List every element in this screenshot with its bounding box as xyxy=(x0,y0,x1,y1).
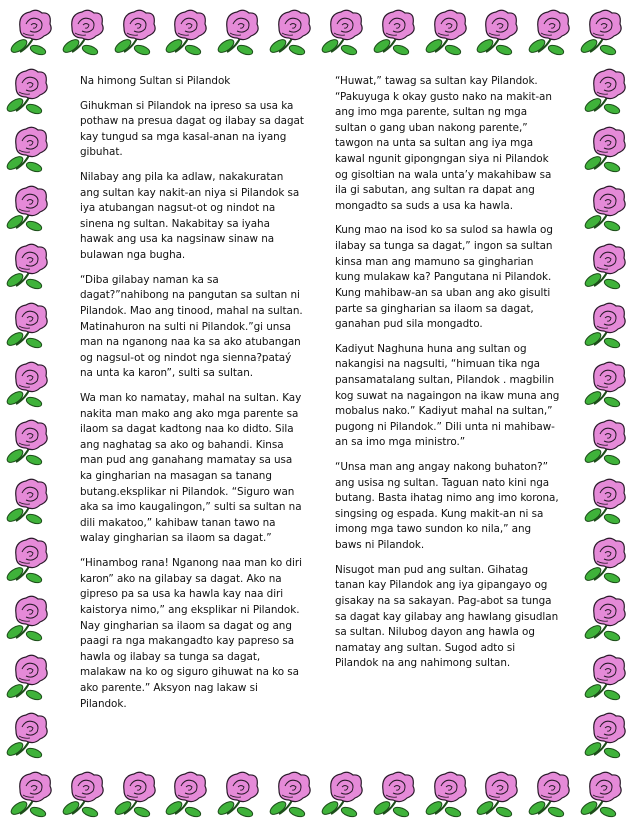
paragraph: Kadiyut Naghuna huna ang sultan og nakangisi na nagsulti, “himuan tika nga pansamatalang sultan, Pilandok . magbilin kog suwat na nagaingon na ikaw muna ang mobalus nako.” Kadiyut mahal na sultan,” pugong ni Pilandok.” Dili unta ni mahibaw-an sa imo mga ministro.” xyxy=(335,342,560,449)
pink-rose-icon xyxy=(112,6,164,58)
pink-rose-icon xyxy=(4,651,56,703)
pink-rose-icon xyxy=(4,416,56,468)
pink-rose-icon xyxy=(215,768,267,820)
paragraph: Nilabay ang pila ka adlaw, nakakuratan ang sultan kay nakit-an niya si Pilandok sa iya atubangan nagsut-ot og nindot na sinena ng sultan. Nakabitay sa iyaha hawak ang usa ka nagsinaw sinaw na bulawan nga bugha. xyxy=(80,171,300,262)
pink-rose-icon xyxy=(4,534,56,586)
paragraph: “Huwat,” tawag sa sultan kay Pilandok. “Pakuyuga k okay gusto nako na makit-an ang imo mga parente, sultan ng mga sultan o gang uban nakong parente,” tawgon na unta sa sultan ang iya mga kawal ngunit gipongngan siya ni Pilandok og gisoltian na wala unta’y makahibaw sa ila gi sabutan, ang sultan ra dapat ang mongadto sa suds a usa ka hawla. xyxy=(335,75,552,212)
pink-rose-icon xyxy=(578,768,630,820)
pink-rose-icon xyxy=(4,475,56,527)
pink-rose-icon xyxy=(4,592,56,644)
story-document xyxy=(80,74,560,754)
pink-rose-icon xyxy=(582,182,634,234)
left-column xyxy=(80,74,305,754)
pink-rose-icon xyxy=(4,240,56,292)
pink-rose-icon xyxy=(526,6,578,58)
pink-rose-icon xyxy=(4,299,56,351)
pink-rose-icon xyxy=(474,768,526,820)
pink-rose-icon xyxy=(582,475,634,527)
pink-rose-icon xyxy=(4,182,56,234)
story-title: Na himong Sultan si Pilandok xyxy=(80,75,231,87)
pink-rose-icon xyxy=(526,768,578,820)
pink-rose-icon xyxy=(582,592,634,644)
paragraph: “Unsa man ang angay nakong buhaton?” ang usisa ng sultan. Taguan nato kini nga butang. Basta ihatag nimo ang imo korona, singsing og espada. Kung makit-an ni sa imong mga tawo sundon ko nila,” ang baws ni Pilandok. xyxy=(335,461,559,552)
pink-rose-icon xyxy=(582,358,634,410)
pink-rose-icon xyxy=(112,768,164,820)
pink-rose-icon xyxy=(163,768,215,820)
pink-rose-icon xyxy=(60,6,112,58)
pink-rose-icon xyxy=(582,416,634,468)
paragraph: Gihukman si Pilandok na ipreso sa usa ka pothaw na presua dagat og ilabay sa dagat kay tungud sa mga kasal-anan na iyang gibuhat. xyxy=(80,99,304,159)
pink-rose-icon xyxy=(578,6,630,58)
pink-rose-icon xyxy=(4,65,56,117)
pink-rose-icon xyxy=(267,768,319,820)
pink-rose-icon xyxy=(582,651,634,703)
pink-rose-icon xyxy=(582,709,634,761)
pink-rose-icon xyxy=(474,6,526,58)
pink-rose-icon xyxy=(371,6,423,58)
paragraph: “Hinambog rana! Nganong naa man ko diri karon” ako na gilabay sa dagat. Ako na gipreso pa sa usa ka hawla kay naa diri kaistorya nimo,” ang eksplikar ni Pilandok. Nay gingharian sa ilaom sa dagat og ang paagi ra nga makangadto kay papreso sa hawla og ilabay sa tunga sa dagat, malakaw na ko og siguro gihuwat na ko sa ako parente.” Aksyon nag lakaw si Pilandok. xyxy=(80,557,302,710)
pink-rose-icon xyxy=(582,123,634,175)
pink-rose-icon xyxy=(4,358,56,410)
pink-rose-icon xyxy=(423,6,475,58)
pink-rose-icon xyxy=(582,240,634,292)
pink-rose-icon xyxy=(8,768,60,820)
pink-rose-icon xyxy=(215,6,267,58)
pink-rose-icon xyxy=(267,6,319,58)
pink-rose-icon xyxy=(582,299,634,351)
paragraph: Nisugot man pud ang sultan. Gihatag tanan kay Pilandok ang iya gipangayo og gisakay na sa sakayan. Pag-abot sa tunga sa dagat kay gilabay ang hawlang gisudlan sa sultan. Nilubog dayon ang hawla og namatay ang sultan. Sugod adto si Pilandok na ang nahimong sultan. xyxy=(335,563,559,670)
paragraph: Wa man ko namatay, mahal na sultan. Kay nakita man mako ang ako mga parente sa ilaom sa dagat kadtong naa ko didto. Sila ang naghatag sa ako og bahandi. Kinsa man pud ang ganahang mamatay sa usa ka gingharian na masagan sa tanang butang.eksplikar ni Pilandok. “Siguro wan aka sa imo kaugalingon,” sulti sa sultan na dili makatoo,” kahibaw tanan tawo na walay gingharian sa ilaom sa dagat.” xyxy=(80,391,302,545)
paragraph: Kung mao na isod ko sa sulod sa hawla og ilabay sa tunga sa dagat,” ingon sa sultan kinsa man ang mamuno sa gingharian kung mulakaw ka? Pangutana ni Pilandok. Kung mahibaw-an sa uban ang ako gisulti parte sa gingharian sa ilaom sa dagat, ganahan pud sila mongadto. xyxy=(335,224,553,331)
pink-rose-icon xyxy=(60,768,112,820)
paragraph: “Diba gilabay naman ka sa dagat?”nahibong na pangutan sa sultan ni Pilandok. Mao ang tinood, mahal na sultan. Matinahuron na sulti ni Pilandok.”gi unsa man na nganong naa ka sa ako atubangan og nagsul-ot og nindot nga sienna?pataý na unta ka karon”, sulti sa sultan. xyxy=(80,273,303,380)
pink-rose-icon xyxy=(582,65,634,117)
pink-rose-icon xyxy=(163,6,215,58)
pink-rose-icon xyxy=(4,709,56,761)
pink-rose-icon xyxy=(319,768,371,820)
pink-rose-icon xyxy=(423,768,475,820)
pink-rose-icon xyxy=(319,6,371,58)
pink-rose-icon xyxy=(371,768,423,820)
pink-rose-icon xyxy=(582,534,634,586)
right-column xyxy=(335,74,560,754)
pink-rose-icon xyxy=(8,6,60,58)
pink-rose-icon xyxy=(4,123,56,175)
